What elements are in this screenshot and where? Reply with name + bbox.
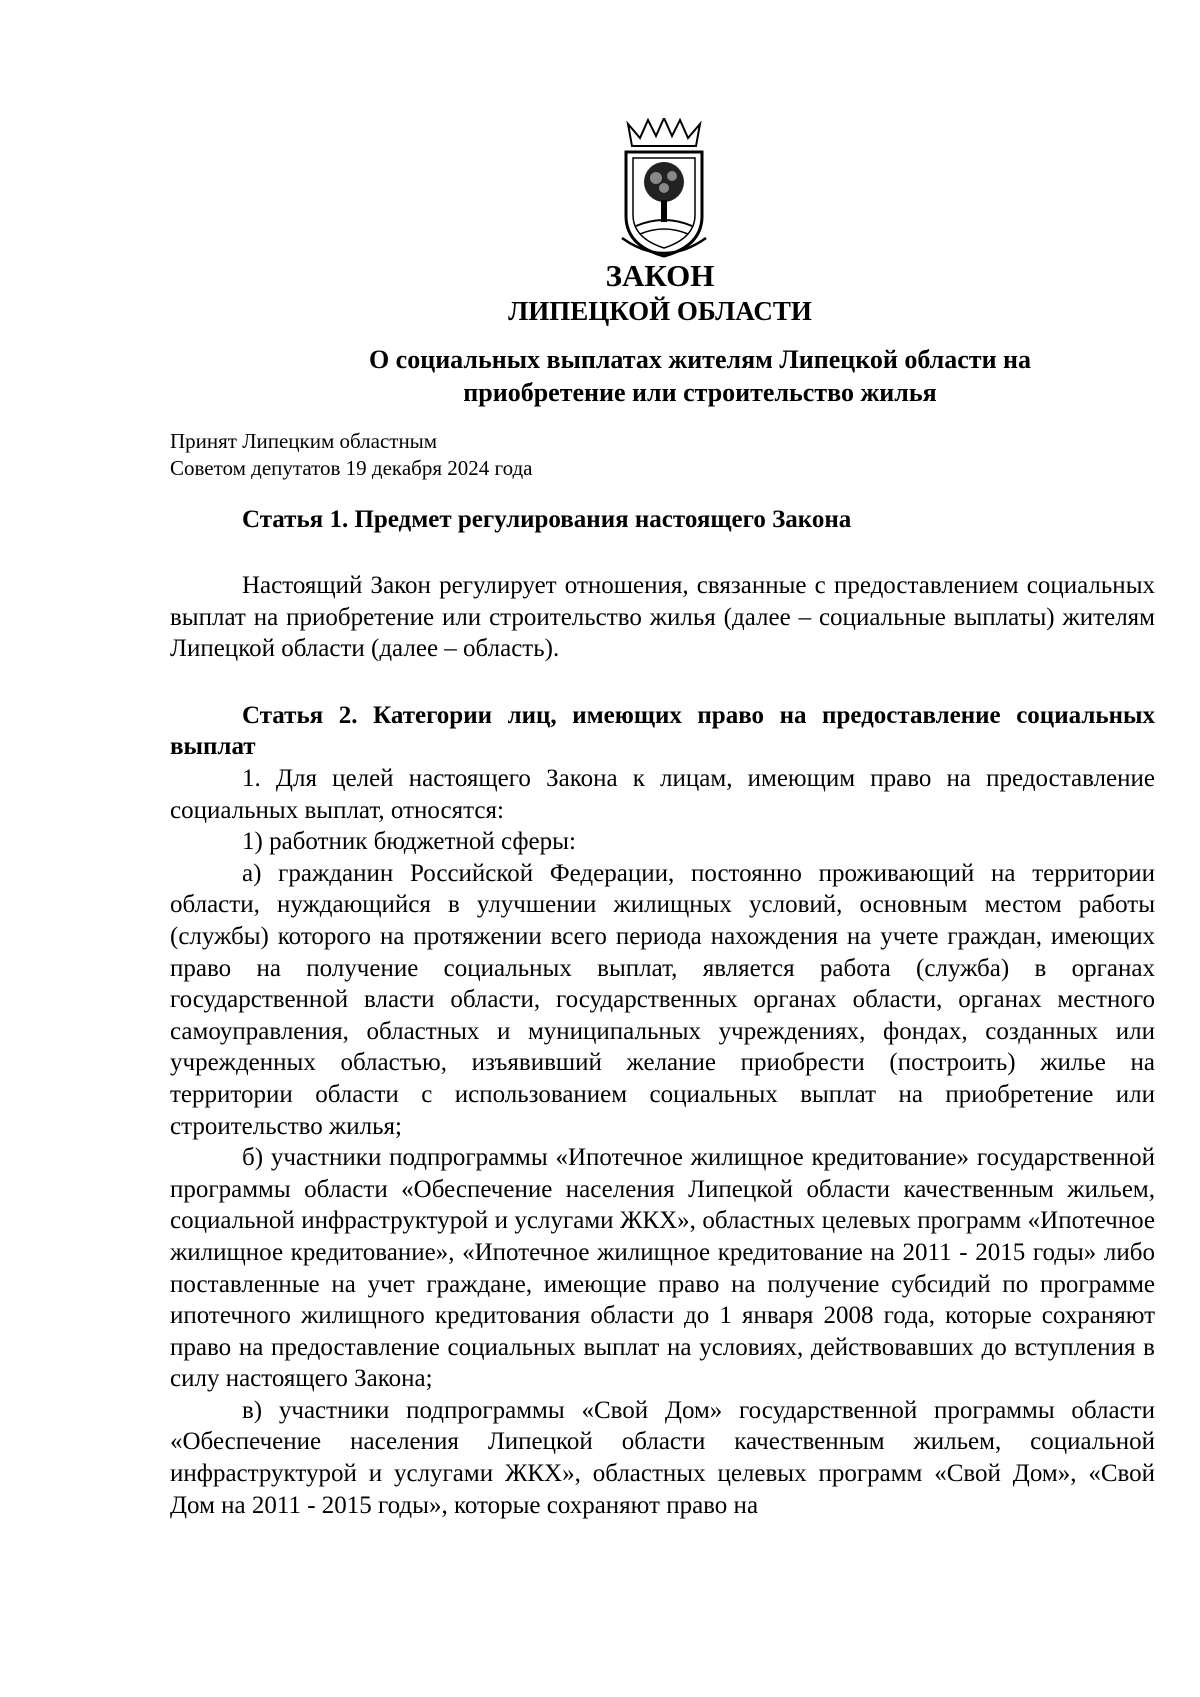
paragraph: в) участники подпрограммы «Свой Дом» государственной программы области «Обеспечение населения Липецкой области качественным жильем, социальной инфраструктурой и услугами ЖКХ», областных целевых программ «Свой Дом», «Свой Дом на 2011 - 2015 годы», которые сохраняют право на (170, 1396, 1155, 1519)
law-title (300, 343, 1100, 409)
law-title-line: О социальных выплатах жителям Липецкой области на (368, 345, 1032, 374)
article-2-text (170, 763, 1155, 1521)
paragraph: а) гражданин Российской Федерации, постоянно проживающий на территории области, нуждающийся в улучшении жилищных условий, основным местом работы (службы) которого на протяжении всего периода нахождения на учете граждан, имеющих право на получение социальных выплат, является работа (служба) в органах государственной власти области, государственных органах области, органах местного самоуправления, областных и муниципальных учреждениях, фондах, созданных или учрежденных областью, изъявивший желание приобрести (построить) жилье на территории области с использованием социальных выплат на приобретение или строительство жилья; (170, 859, 1155, 1140)
paragraph: б) участники подпрограммы «Ипотечное жилищное кредитование» государственной программы области «Обеспечение населения Липецкой области качественным жильем, социальной инфраструктурой и услугами ЖКХ», областных целевых программ «Ипотечное жилищное кредитование», «Ипотечное жилищное кредитование на 2011 - 2015 годы» либо поставленные на учет граждане, имеющие право на получение субсидий по программе ипотечного жилищного кредитования области до 1 января 2008 года, которые сохраняют право на предоставление социальных выплат на условиях, действовавших до вступления в силу настоящего Закона; (170, 1144, 1155, 1393)
heading-text: Статья 2. Категории лиц, имеющих право на предоставление социальных выплат (170, 702, 1155, 760)
adoption-line: Советом депутатов 19 декабря 2024 года (170, 456, 533, 480)
paragraph: 1) работник бюджетной сферы: (242, 828, 576, 856)
document-title: ЗАКОН (605, 258, 715, 293)
paragraph: 1. Для целей настоящего Закона к лицам, имеющим право на предоставление социальных выплат, относятся: (170, 765, 1155, 824)
coat-of-arms-icon (618, 118, 710, 268)
law-title-line: приобретение или строительство жилья (463, 378, 937, 407)
article-1-text (170, 570, 1155, 665)
adoption-line: Принят Липецким областным (170, 429, 438, 453)
article-1-heading: Статья 1. Предмет регулирования настоящего Закона (242, 506, 852, 533)
article-2-heading (170, 700, 1155, 762)
paragraph: Настоящий Закон регулирует отношения, связанные с предоставлением социальных выплат на приобретение или строительство жилья (далее – социальные выплаты) жителям Липецкой области (далее – область). (170, 572, 1155, 663)
document-subtitle: ЛИПЕЦКОЙ ОБЛАСТИ (508, 296, 812, 326)
adoption-note (170, 428, 870, 482)
